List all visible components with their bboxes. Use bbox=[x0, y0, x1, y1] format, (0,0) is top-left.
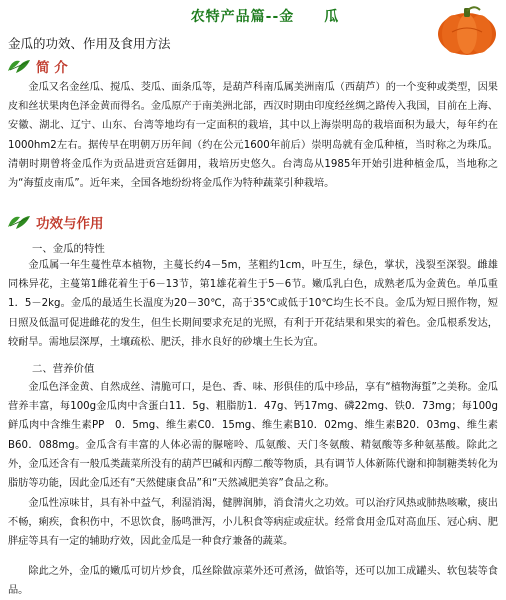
intro-paragraph: 金瓜又名金丝瓜、搅瓜、茭瓜、面条瓜等，是葫芦科南瓜属美洲南瓜（西葫芦）的一个变种或类型，因果皮和丝状果肉色泽金黄而得名。金瓜原产于南美洲北部，西汉时期由印度经丝绸之路传入我国，目前在上海、安徽、湖北、辽宁、山东、台湾等地均有一定面积的栽培，其中以上海崇明岛的栽培面积为最大，每年约在1000hm2左右。据传早在明朝万历年间（约在公元1600年前后）崇明岛就有金瓜种植，当时称之为珠瓜。清朝时期曾将金瓜作为贡品进贡宫廷御用，栽培历史悠久。台湾岛从1985年开始引进种植金瓜，当地称之为“海蜇皮南瓜”。近年来，全国各地纷纷将金瓜作为特种蔬菜引种栽培。 bbox=[8, 82, 498, 190]
section-effects-heading bbox=[6, 212, 104, 232]
usage-paragraph: 除此之外，金瓜的嫩瓜可切片炒食，瓜丝除做凉菜外还可煮汤，做馅等，还可以加工成罐头、软包装等食品。 bbox=[8, 566, 498, 597]
subsection-characteristics-title: 一、金瓜的特性 bbox=[32, 243, 105, 255]
banner-title: 农特产品篇--金 瓜 bbox=[190, 9, 340, 25]
nutrition-paragraph: 金瓜色泽金黄、自然成丝、清脆可口，是色、香、味、形俱佳的瓜中珍品，享有“植物海蜇”之美称。金瓜营养丰富，每100g金瓜肉中含蛋白11．5g、粗脂肪1．47g、钙17mg、磷22mg、铁0．73mg；每100g鲜瓜肉中含维生素PP 0．5mg、维生素C0．15mg、维生素B10．02mg、维生素B20．03mg、维生素B60．088mg。金瓜含有丰富的人体必需的脲嘧呤、瓜氨酸、天门冬氨酸、精氨酸等多种氨基酸。除此之外，金瓜还含有一般瓜类蔬菜所没有的葫芦巴碱和丙醇二酸等物质，具有调节人体新陈代谢和抑制糖类转化为脂肪等功能，因此金瓜还有“天然健康食品”和“天然减肥美容”食品之称。 bbox=[8, 382, 498, 490]
section-intro-title: 简 介 bbox=[36, 60, 68, 76]
characteristics-paragraph: 金瓜属一年生蔓性草本植物，主蔓长约4－5m，茎粗约1cm，叶互生，绿色，掌状，浅裂至深裂。雌雄同株异花，主蔓第1雌花着生于6－13节，第1雄花着生于5－6节。嫩瓜乳白色，成熟老瓜为金黄色。单瓜重1．5－2kg。金瓜的最适生长温度为20－30℃，高于35℃或低于10℃均生长不良。金瓜为短日照作物，短日照及低温可促进雌花的发生，但生长期间要求充足的光照，有利于开花结果和果实的着色。金瓜根系发达，较耐旱。需地层深厚，土壤疏松、肥沃，排水良好的砂壤土生长为宜。 bbox=[8, 260, 498, 348]
pumpkin-icon bbox=[436, 2, 498, 56]
page-subtitle: 金瓜的功效、作用及食用方法 bbox=[8, 36, 171, 51]
medicinal-paragraph: 金瓜性凉味甘，具有补中益气，利湿消渴，健脾润肺，消食清火之功效。可以治疗风热或肺热咳嗽，痰出不畅，痢疾，食积伤中，不思饮食，肠鸣泄泻，小儿积食等病症或症状。经常食用金瓜对高血压、冠心病、肥胖症等具有一定的辅助疗效，因此金瓜是一种食疗兼备的蔬菜。 bbox=[8, 498, 498, 548]
subsection-nutrition-title: 二、营养价值 bbox=[32, 363, 95, 375]
leaf-icon bbox=[6, 213, 32, 231]
section-effects-title: 功效与作用 bbox=[36, 216, 104, 232]
leaf-icon bbox=[6, 57, 32, 75]
section-intro-heading bbox=[6, 56, 68, 76]
